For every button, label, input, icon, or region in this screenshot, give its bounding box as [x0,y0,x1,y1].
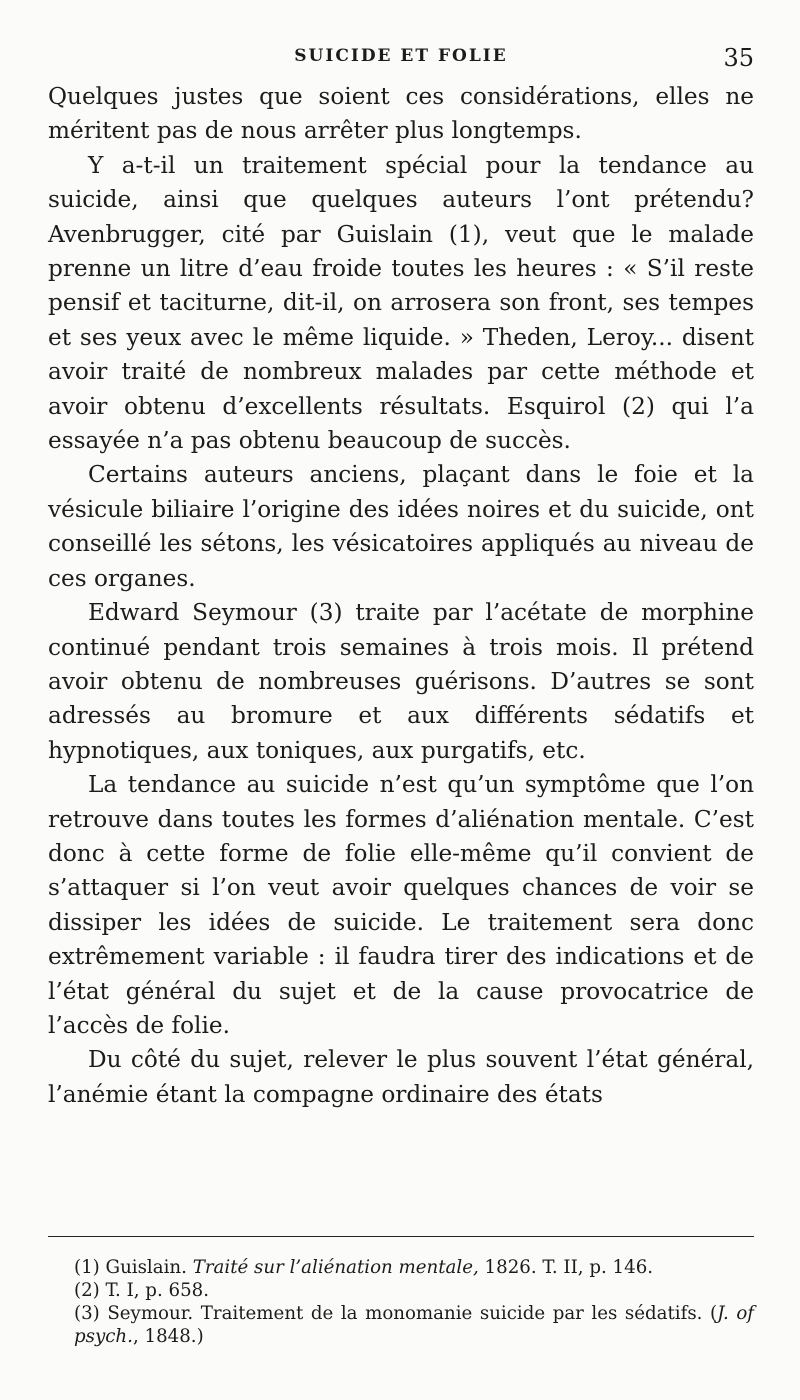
footnote-3-suffix: , 1848.) [132,1326,204,1347]
paragraph-3: Certains auteurs anciens, plaçant dans le foie et la vésicule biliaire l’origine des idées noires et du suicide, ont conseillé les sétons, les vésicatoires appliqués au niveau de ces organes. [48,461,754,592]
paragraph-5: La tendance au suicide n’est qu’un symptôme que l’on retrouve dans toutes les formes d’aliénation mentale. C’est donc à cette forme de folie elle-même qu’il convient de s’attaquer si l’on veut avoir quelques chances de voir se dissiper les idées de suicide. Le traitement sera donc extrêmement variable : il faudra tirer des indications et de l’état général du sujet et de la cause provocatrice de l’accès de folie. [48,771,754,1039]
footnote-3 [48,1302,754,1348]
running-title: SUICIDE ET FOLIE [294,46,508,66]
paragraph-2: Y a-t-il un traitement spécial pour la tendance au suicide, ainsi que quelques auteurs l’ont prétendu? Avenbrugger, cité par Guislain (1), veut que le malade prenne un litre d’eau froide toutes les heures : « S’il reste pensif et taciturne, dit-il, on arrosera son front, ses tempes et ses yeux avec le même liquide. » Theden, Leroy... disent avoir traité de nombreux malades par cette méthode et avoir obtenu d’excellents résultats. Esquirol (2) qui l’a essayée n’a pas obtenu beaucoup de succès. [48,151,754,455]
paragraph-4: Edward Seymour (3) traite par l’acétate de morphine continué pendant trois semaines à trois mois. Il prétend avoir obtenu de nombreuses guérisons. D’autres se sont adressés au bromure et aux différents sédatifs et hypnotiques, aux toniques, aux purgatifs, etc. [48,599,754,764]
body-text [48,80,754,1112]
footnote-1-suffix: 1826. T. II, p. 146. [478,1257,654,1278]
page-number: 35 [723,44,754,72]
footnote-1-prefix: (1) Guislain. [74,1257,193,1278]
footnote-3-journal: J. of psych. [74,1303,755,1347]
footnote-2: (2) T. I, p. 658. [74,1280,210,1301]
paragraph-6: Du côté du sujet, relever le plus souvent l’état général, l’anémie étant la compagne ordinaire des états [48,1046,754,1108]
footnote-1-title: Traité sur l’aliénation mentale, [192,1257,479,1278]
running-head [48,44,754,74]
footnotes [48,1256,754,1348]
footnote-3-prefix: (3) Seymour. Traitement de la monomanie suicide par les sédatifs. ( [74,1303,718,1324]
paragraph-1: Quelques justes que soient ces considérations, elles ne méritent pas de nous arrêter plus longtemps. [48,83,754,145]
footnote-rule [48,1236,754,1237]
footnote-1 [48,1256,754,1279]
